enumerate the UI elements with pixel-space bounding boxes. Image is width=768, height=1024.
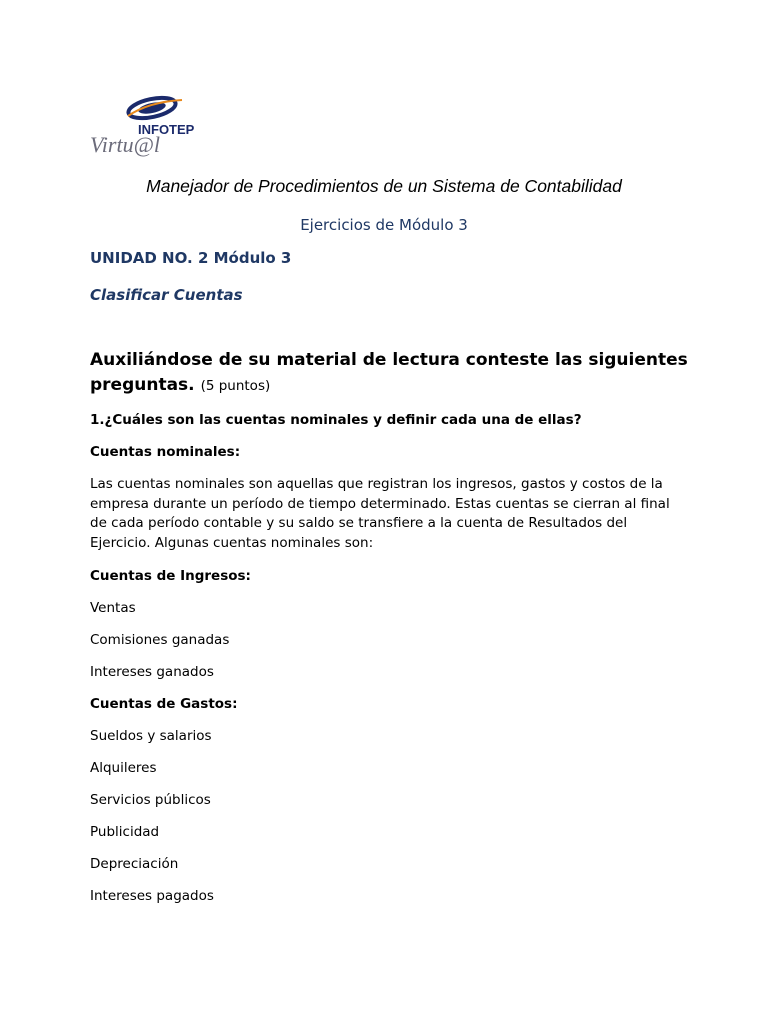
list-item: Depreciación xyxy=(90,856,179,872)
unit-heading: UNIDAD NO. 2 Módulo 3 xyxy=(90,249,292,267)
list-item: Sueldos y salarios xyxy=(90,728,212,744)
list-item: Intereses pagados xyxy=(90,888,214,904)
infotep-virtual-logo xyxy=(88,92,198,158)
nominal-accounts-paragraph: Las cuentas nominales son aquellas que registran los ingresos, gastos y costos de la empresa durante un período de tiempo determinado. Estas cuentas se cierran al final de cada período contable y su saldo se transfiere a la cuenta de Resultados del Ejercicio. Algunas cuentas nominales son: xyxy=(90,476,670,551)
question-1: 1.¿Cuáles son las cuentas nominales y definir cada una de ellas? xyxy=(90,412,582,428)
list-item: Servicios públicos xyxy=(90,792,211,808)
income-accounts-heading: Cuentas de Ingresos: xyxy=(90,568,251,584)
expense-accounts-heading: Cuentas de Gastos: xyxy=(90,696,238,712)
section-heading: Clasificar Cuentas xyxy=(90,286,243,304)
nominal-accounts-heading: Cuentas nominales: xyxy=(90,444,241,460)
document-subtitle: Ejercicios de Módulo 3 xyxy=(300,216,468,234)
points-label: (5 puntos) xyxy=(200,378,271,394)
list-item: Comisiones ganadas xyxy=(90,632,230,648)
instruction-label: Auxiliándose de su material de lectura conteste las siguientes preguntas. xyxy=(90,350,688,395)
list-item: Intereses ganados xyxy=(90,664,214,680)
list-item: Alquileres xyxy=(90,760,157,776)
list-item: Ventas xyxy=(90,600,136,616)
svg-text:Virtu@l: Virtu@l xyxy=(90,132,160,157)
document-title: Manejador de Procedimientos de un Sistema de Contabilidad xyxy=(146,176,622,196)
document-body xyxy=(90,348,690,905)
list-item: Publicidad xyxy=(90,824,160,840)
instruction-text xyxy=(90,348,690,399)
svg-text:INFOTEP: INFOTEP xyxy=(138,122,195,137)
